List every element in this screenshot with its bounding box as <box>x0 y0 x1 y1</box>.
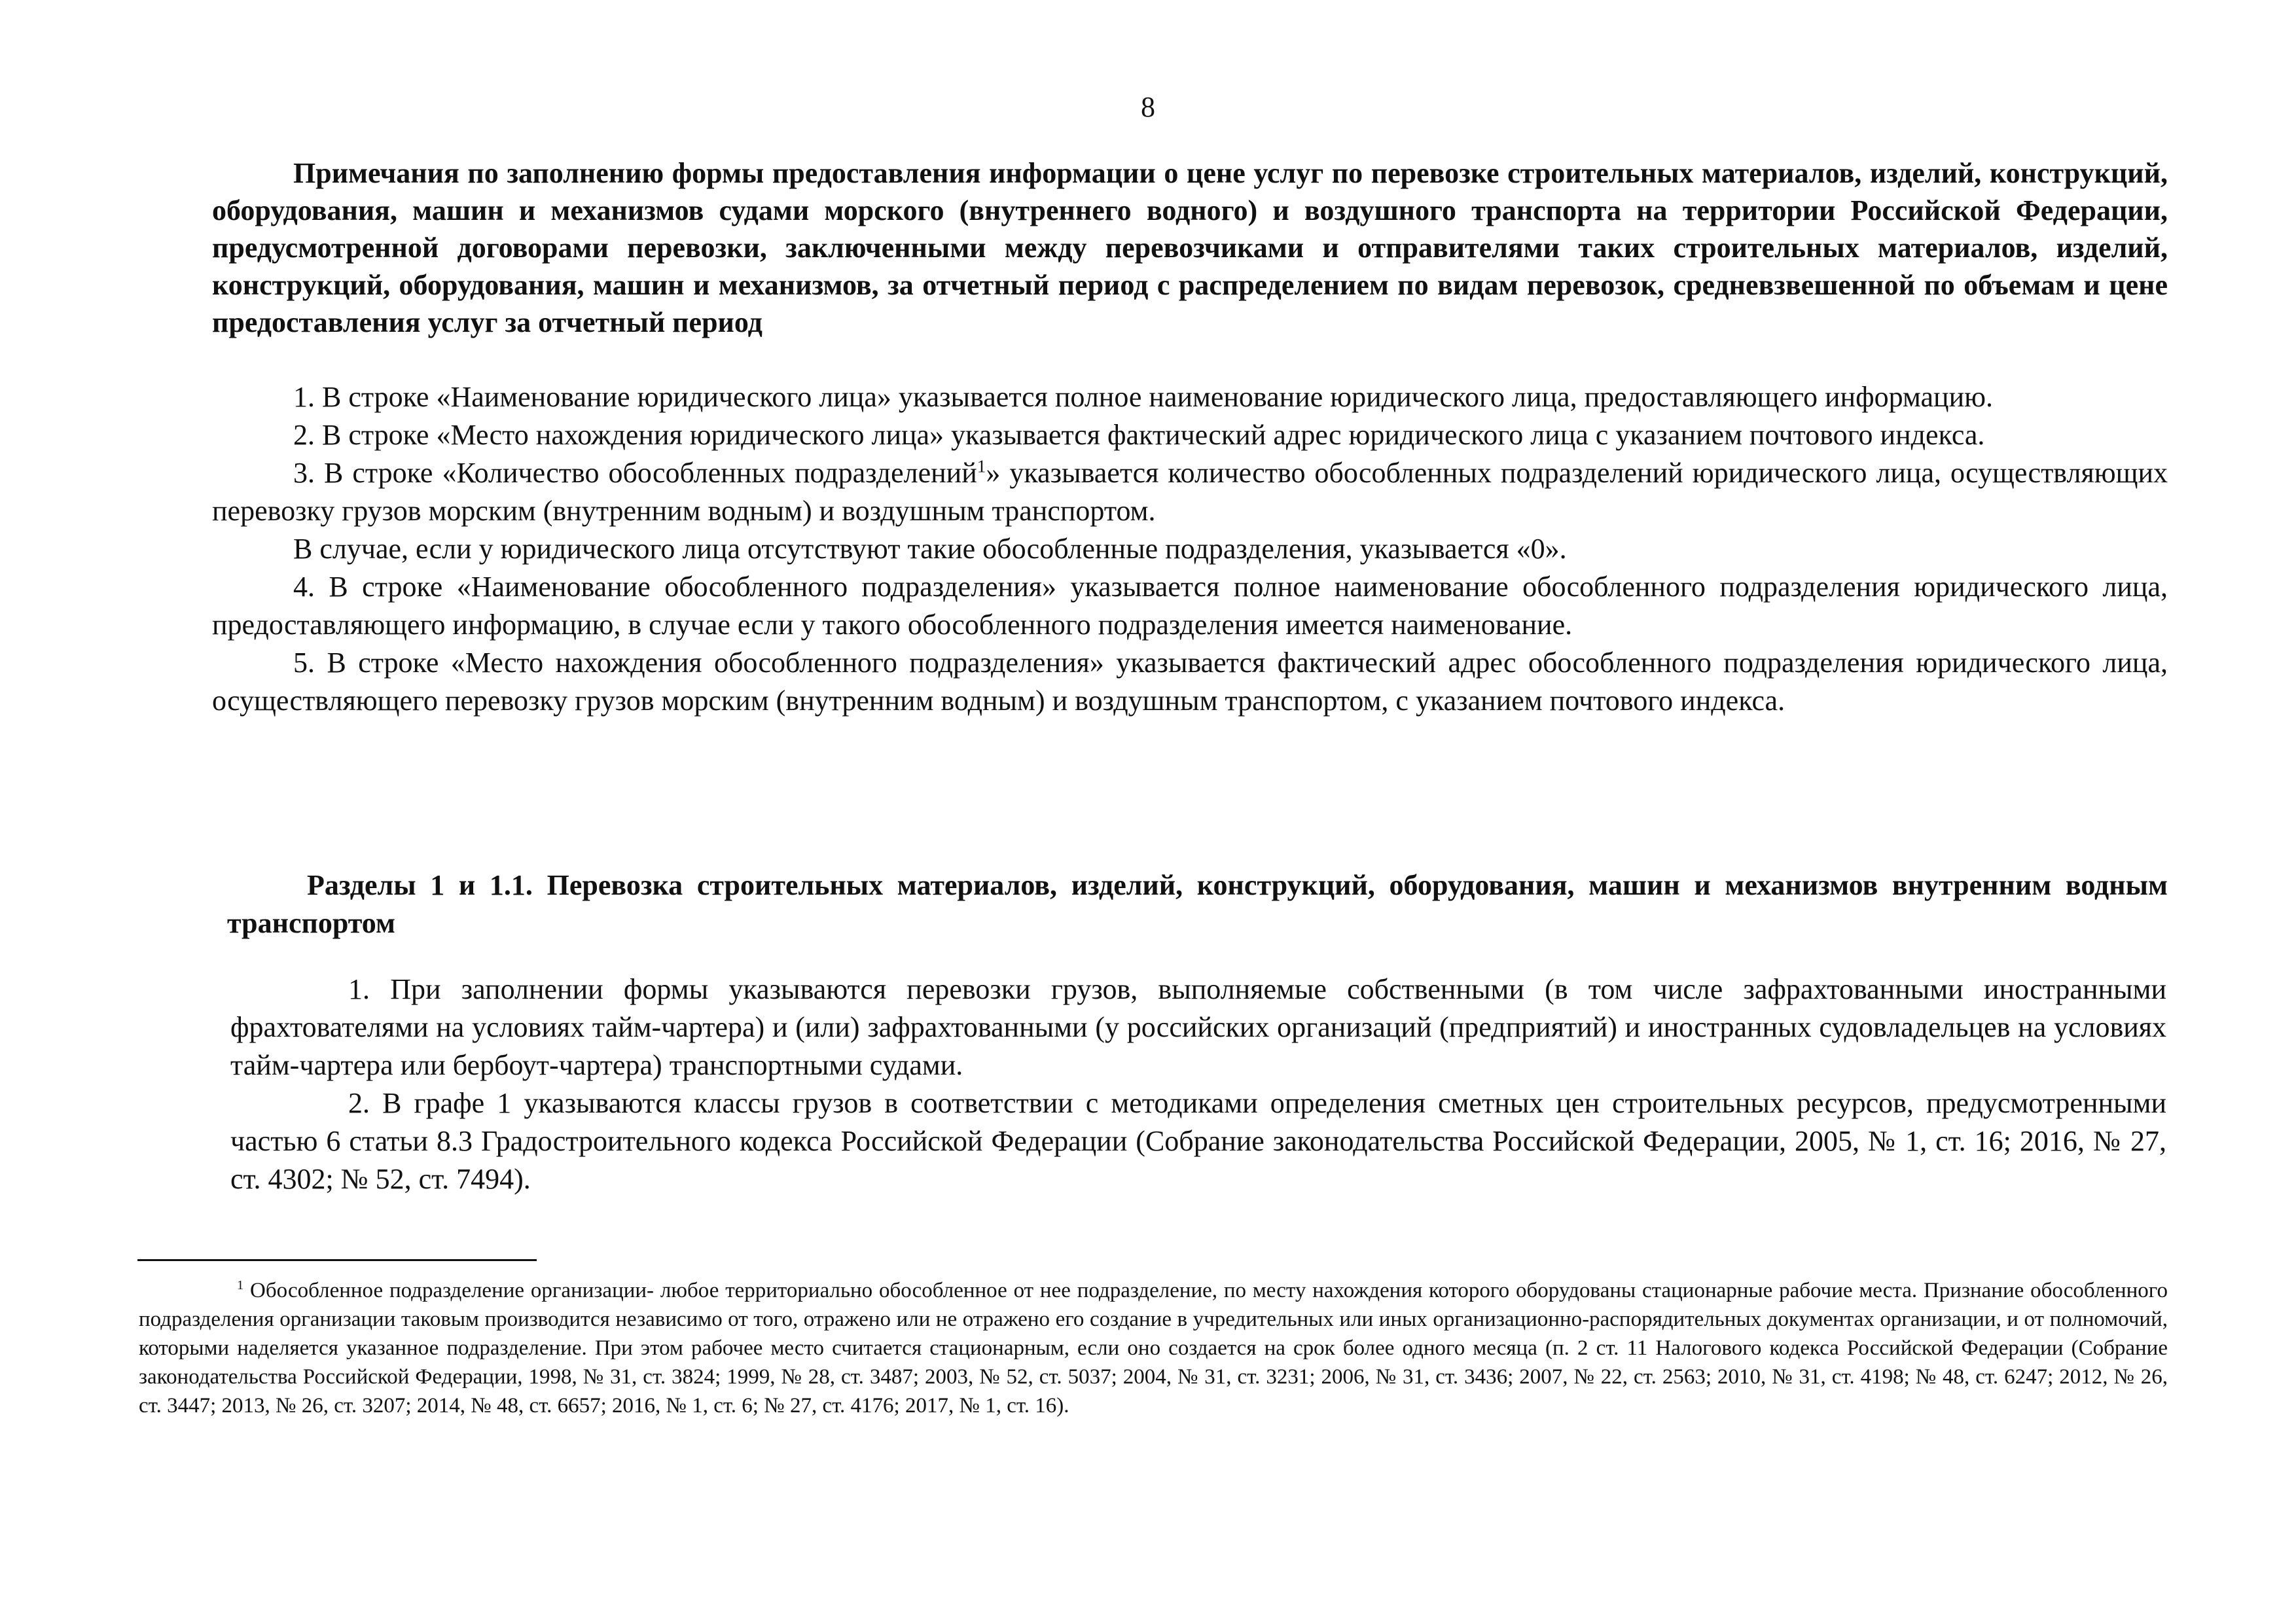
note-item-3 <box>212 454 2168 530</box>
document-title: Примечания по заполнению формы предоставления информации о цене услуг по перевозке строительных материалов, изделий, конструкций, оборудования, машин и механизмов судами морского (внутреннего водного) и воздушного транспорта на территории Российской Федерации, предусмотренной договорами перевозки, заключенными между перевозчиками и отправителями таких строительных материалов, изделий, конструкций, оборудования, машин и механизмов, за отчетный период с распределением по видам перевозок, средневзвешенной по объемам и цене предоставления услуг за отчетный период <box>212 157 2168 338</box>
footnote <box>139 1276 2168 1420</box>
note-item-3-extra: В случае, если у юридического лица отсутствуют такие обособленные подразделения, указывается «0». <box>293 533 1567 565</box>
footnote-text: Обособленное подразделение организации- любое территориально обособленное от нее подразделение, по месту нахождения которого оборудованы стационарные рабочие места. Признание обособленного подразделения организации таковым производится независимо от того, отражено или не отражено его создание в учредительных или иных организационно-распорядительных документах организации, и от полномочий, которыми наделяется указанное подразделение. При этом рабочее место считается стационарным, если оно создается на срок более одного месяца (п. 2 ст. 11 Налогового кодекса Российской Федерации (Собрание законодательства Российской Федерации, 1998, № 31, ст. 3824; 1999, № 28, ст. 3487; 2003, № 52, ст. 5037; 2004, № 31, ст. 3231; 2006, № 31, ст. 3436; 2007, № 22, ст. 2563; 2010, № 31, ст. 4198; № 48, ст. 6247; 2012, № 26, ст. 3447; 2013, № 26, ст. 3207; 2014, № 48, ст. 6657; 2016, № 1, ст. 6; № 27, ст. 4176; 2017, № 1, ст. 16). <box>139 1279 2168 1418</box>
section-item-2: 2. В графе 1 указываются классы грузов в соответствии с методиками определения сметных цен строительных ресурсов, предусмотренными частью 6 статьи 8.3 Градостроительного кодекса Российской Федерации (Собрание законодательства Российской Федерации, 2005, № 1, ст. 16; 2016, № 27, ст. 4302; № 52, ст. 7494). <box>230 1087 2166 1195</box>
note-item-5: 5. В строке «Место нахождения обособленного подразделения» указывается фактический адрес обособленного подразделения юридического лица, осуществляющего перевозку грузов морским (внутренним водным) и воздушным транспортом, с указанием почтового индекса. <box>212 647 2168 717</box>
note-item-3-start: 3. В строке «Количество обособленных подразделений <box>293 457 977 489</box>
note-item-4: 4. В строке «Наименование обособленного подразделения» указывается полное наименование обособленного подразделения юридического лица, предоставляющего информацию, в случае если у такого обособленного подразделения имеется наименование. <box>212 571 2168 641</box>
footnote-mark: 1 <box>237 1278 244 1293</box>
page-number: 8 <box>1141 91 1155 123</box>
section-body <box>230 971 2166 1198</box>
section-item-1: 1. При заполнении формы указываются перевозки грузов, выполняемые собственными (в том числе зафрахтованными иностранными фрахтователями на условиях тайм-чартера) и (или) зафрахтованными (у российских организаций (предприятий) и иностранных судовладельцев на условиях тайм-чартера или бербоут-чартера) транспортными судами. <box>230 973 2166 1081</box>
footnote-reference: 1 <box>977 456 986 476</box>
footnote-separator <box>137 1259 537 1261</box>
note-item-3-end: » указывается количество обособленных подразделений юридического лица, осуществляющих перевозку грузов морским (внутренним водным) и воздушным транспортом. <box>212 457 2168 527</box>
note-item-2: 2. В строке «Место нахождения юридического лица» указывается фактический адрес юридического лица с указанием почтового индекса. <box>293 419 1985 451</box>
filling-notes <box>212 378 2168 720</box>
note-item-1: 1. В строке «Наименование юридического лица» указывается полное наименование юридического лица, предоставляющего информацию. <box>293 381 1993 413</box>
section-heading: Разделы 1 и 1.1. Перевозка строительных материалов, изделий, конструкций, оборудования, машин и механизмов внутренним водным транспортом <box>227 869 2168 939</box>
